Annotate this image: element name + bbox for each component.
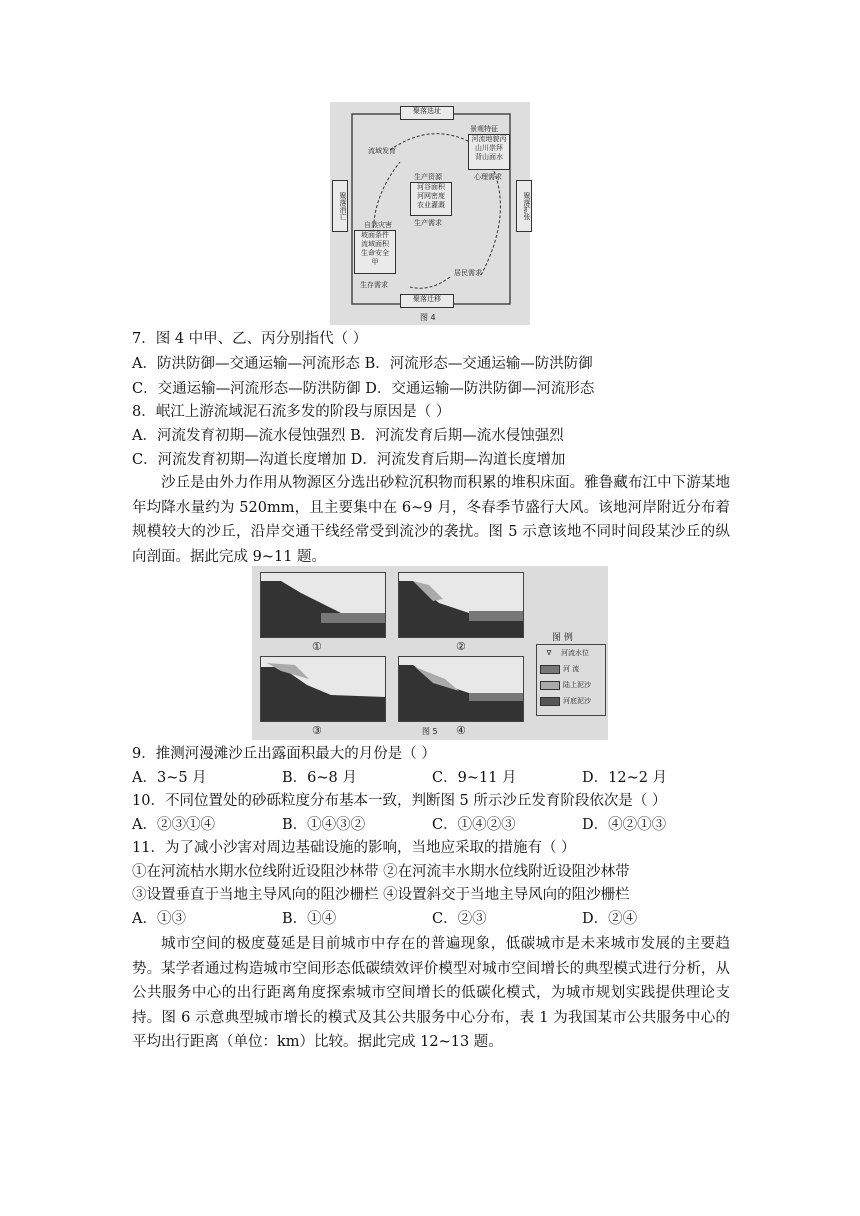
fig4-label: 流域发育 (368, 147, 396, 155)
figure-4 (330, 102, 530, 325)
dune-profile-4 (399, 657, 523, 721)
passage-sand-dune: 沙丘是由外力作用从物源区分选出砂粒沉积物而积累的堆积床面。雅鲁藏布江中下游某地年均降水量约为 520mm，且主要集中在 6~9 月，冬春季节盛行大风。该地河岸附近分布着规模较大的沙丘，沿岸交通干线经常受到流沙的袭扰。图 5 示意该地不同时间段某沙丘的纵向剖面。据此完成 9~11 题。 (132, 475, 730, 565)
question-10-options (132, 814, 732, 836)
river-bed-sand-swatch (540, 697, 560, 706)
figure-5-legend-title: 图 例 (552, 633, 573, 643)
option-b: B．6~8 月 (282, 770, 357, 786)
option-b: B．①④③② (282, 817, 366, 833)
fig4-box-landscape (468, 134, 510, 170)
dune-profile-2 (399, 573, 523, 637)
fig4-label: 背山面水 (475, 153, 503, 161)
fig4-label: 景观特征 (470, 125, 498, 133)
figure-4-caption: 图 4 (420, 313, 436, 322)
question-9-stem: 9．推测河漫滩沙丘出露面积最大的月份是（ ） (132, 746, 436, 762)
fig4-label: 河网密度 (417, 192, 445, 200)
fig4-box-production (410, 182, 452, 216)
water-level-icon: ∇ (546, 649, 552, 657)
passage-low-carbon-city: 城市空间的极度蔓延是目前城市中存在的普遍现象，低碳城市是未来城市发展的主要趋势。某学者通过构造城市空间形态低碳绩效评价模型对城市空间增长的典型模式进行分析，从公共服务中心的出行距离角度探索城市空间增长的低碳化模式，为城市规划实践提供理论支持。图 6 示意典型城市增长的模式及其公共服务中心分布，表 1 为我国某市公共服务中心的平均出行距离（单位：km）比较。据此完成 12~13 题。 (132, 936, 730, 1051)
figure-5-panel-1-label: ① (312, 640, 322, 653)
question-8-options-row-2: C．河流发育初期—沟道长度增加 D．河流发育后期—沟道长度增加 (132, 452, 566, 468)
option-c: C．②③ (432, 911, 487, 927)
fig4-label: 河流地貌丙 (471, 135, 507, 143)
fig4-label: 自然灾害 (364, 221, 392, 229)
settlement-site-box: 聚落选址 (400, 106, 454, 120)
option-a: A．①③ (132, 911, 186, 927)
settlement-decline-box: 聚落消亡 (332, 180, 348, 232)
legend-river: 河 流 (540, 664, 579, 674)
fig4-label: 山川崇拜 (475, 144, 503, 152)
legend-water-level: ∇ 河流水位 (540, 648, 589, 658)
fig4-label: 坡面条件 (361, 231, 389, 239)
settlement-expansion-box: 聚落扩张 (516, 180, 532, 232)
dune-profile-1 (261, 573, 385, 637)
figure-5-panel-4 (398, 656, 524, 722)
option-c: C．①④②③ (432, 817, 516, 833)
fig4-label: 河谷面积 (417, 183, 445, 191)
fig4-label: 流域面积 (361, 240, 389, 248)
legend-land-sand: 陆上泥沙 (540, 680, 591, 690)
question-8-options-row-1: A．河流发育初期—流水侵蚀强烈 B．河流发育后期—流水侵蚀强烈 (132, 428, 564, 444)
settlement-migration-box: 聚落迁移 (400, 294, 454, 308)
question-11-item-row-1: ①在河流枯水期水位线附近设阻沙林带 ②在河流丰水期水位线附近设阻沙林带 (132, 864, 630, 880)
question-10-stem: 10．不同位置处的砂砾粒度分布基本一致，判断图 5 所示沙丘发育阶段依次是（ ） (132, 793, 667, 809)
option-d: D．④②①③ (582, 817, 667, 833)
question-7-options-row-1: A．防洪防御—交通运输—河流形态 B．河流形态—交通运输—防洪防御 (132, 356, 593, 372)
option-a: A．3~5 月 (132, 770, 207, 786)
fig4-label: 居民需求 (454, 269, 482, 277)
fig4-label: 生产资源 (414, 173, 442, 181)
question-7-stem: 7．图 4 中甲、乙、丙分别指代（ ） (132, 331, 368, 347)
figure-5 (252, 566, 608, 740)
fig4-label: 农业灌溉 (417, 201, 445, 209)
question-8-stem: 8．岷江上游流域泥石流多发的阶段与原因是（ ） (132, 404, 451, 420)
land-sand-swatch (540, 681, 560, 690)
option-b: B．①④ (282, 911, 337, 927)
river-swatch (540, 665, 560, 674)
fig4-label: 生命安全 (361, 249, 389, 257)
question-11-options (132, 908, 732, 930)
fig4-label: 心理需求 (474, 173, 502, 181)
fig4-box-survival (354, 230, 396, 274)
option-d: D．12~2 月 (582, 770, 668, 786)
question-11-stem: 11．为了减小沙害对周边基础设施的影响，当地应采取的措施有（ ） (132, 840, 576, 856)
question-11-item-row-2: ③设置垂直于当地主导风向的阻沙栅栏 ④设置斜交于当地主导风向的阻沙栅栏 (132, 887, 630, 903)
fig4-label: 甲 (371, 258, 379, 266)
figure-5-caption: 图 5 (422, 727, 438, 736)
figure-5-panel-4-label: ④ (456, 724, 466, 737)
question-7-options-row-2: C．交通运输—河流形态—防洪防御 D．交通运输—防洪防御—河流形态 (132, 381, 595, 397)
figure-5-panel-3-label: ③ (312, 724, 322, 737)
figure-5-panel-2-label: ② (456, 640, 466, 653)
figure-5-panel-3 (260, 656, 386, 722)
figure-5-panel-2 (398, 572, 524, 638)
option-d: D．②④ (582, 911, 638, 927)
legend-river-bed-sand: 河底泥沙 (540, 696, 591, 706)
option-c: C．9~11 月 (432, 770, 517, 786)
fig4-label: 生存需求 (360, 281, 388, 289)
option-a: A．②③①④ (132, 817, 215, 833)
dune-profile-3 (261, 657, 385, 721)
fig4-label: 生产需求 (414, 219, 442, 227)
figure-5-panel-1 (260, 572, 386, 638)
question-9-options (132, 767, 732, 789)
